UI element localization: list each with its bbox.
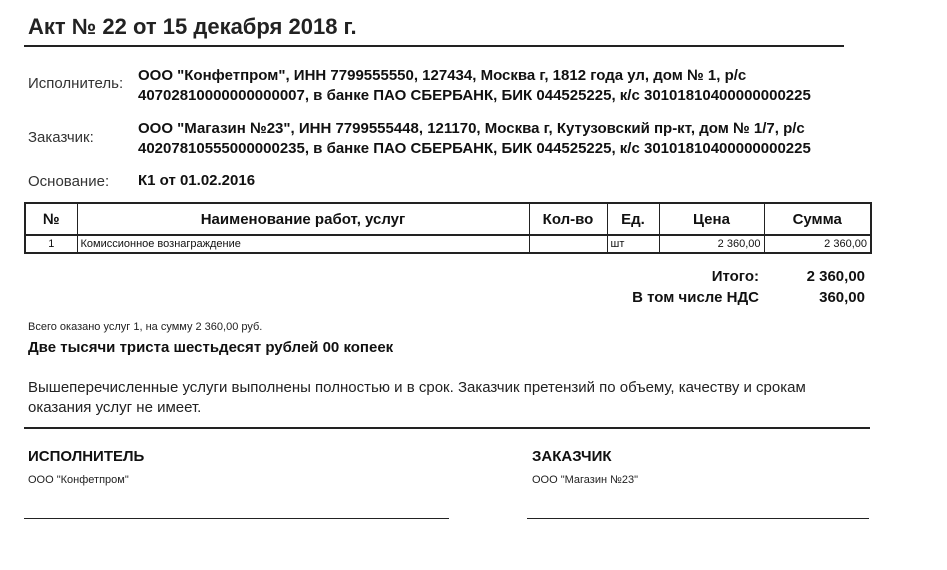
executor-details-line1: ООО "Конфетпром", ИНН 7799555550, 127434, Москва г, 1812 года ул, дом № 1, р/с: [138, 67, 747, 84]
total-row: [559, 268, 865, 285]
completion-statement-line1: Вышеперечисленные услуги выполнены полностью и в срок. Заказчик претензий по объему, качеству и срокам: [28, 379, 806, 396]
cell-qty: [529, 235, 607, 253]
executor-signature-line: [24, 518, 449, 519]
col-header-num: №: [25, 203, 77, 235]
total-label: Итого:: [711, 268, 759, 285]
executor-details: [138, 66, 878, 106]
cell-unit: шт: [607, 235, 659, 253]
cell-num: 1: [25, 235, 77, 253]
page-title: Акт № 22 от 15 декабря 2018 г.: [28, 14, 357, 39]
customer-details-line1: ООО "Магазин №23", ИНН 7799555448, 121170, Москва г, Кутузовский пр-кт, дом № 1/7, р/с: [138, 120, 805, 137]
executor-signature-title: ИСПОЛНИТЕЛЬ: [28, 448, 145, 465]
col-header-sum: Сумма: [764, 203, 871, 235]
cell-name: Комиссионное вознаграждение: [77, 235, 529, 253]
executor-label: Исполнитель:: [28, 75, 124, 92]
services-table: [24, 202, 872, 254]
total-value: 2 360,00: [806, 268, 865, 285]
customer-signature-line: [527, 518, 869, 519]
customer-details: [138, 119, 878, 159]
customer-label: Заказчик:: [28, 129, 94, 146]
vat-value: 360,00: [819, 289, 865, 306]
amount-in-words: Две тысячи триста шестьдесят рублей 00 копеек: [28, 339, 394, 356]
signature-divider: [24, 427, 870, 429]
col-header-price: Цена: [659, 203, 764, 235]
completion-statement-line2: оказания услуг не имеет.: [28, 399, 202, 416]
table-header-row: [25, 203, 871, 235]
cell-sum: 2 360,00: [764, 235, 871, 253]
completion-statement: [28, 378, 858, 418]
executor-signature-name: ООО "Конфетпром": [28, 474, 129, 486]
col-header-unit: Ед.: [607, 203, 659, 235]
vat-row: [559, 289, 865, 306]
cell-price: 2 360,00: [659, 235, 764, 253]
vat-label: В том числе НДС: [632, 289, 759, 306]
customer-signature-title: ЗАКАЗЧИК: [532, 448, 612, 465]
col-header-qty: Кол-во: [529, 203, 607, 235]
basis-value: К1 от 01.02.2016: [138, 172, 256, 189]
title-underline: [24, 45, 844, 47]
col-header-name: Наименование работ, услуг: [77, 203, 529, 235]
customer-signature-name: ООО "Магазин №23": [532, 474, 639, 486]
customer-details-line2: 40207810555000000235, в банке ПАО СБЕРБАНК, БИК 044525225, к/с 30101810400000000225: [138, 140, 811, 157]
basis-label: Основание:: [28, 173, 110, 190]
services-summary: Всего оказано услуг 1, на сумму 2 360,00 руб.: [28, 321, 263, 333]
executor-details-line2: 40702810000000000007, в банке ПАО СБЕРБАНК, БИК 044525225, к/с 30101810400000000225: [138, 87, 811, 104]
table-row: [25, 235, 871, 253]
